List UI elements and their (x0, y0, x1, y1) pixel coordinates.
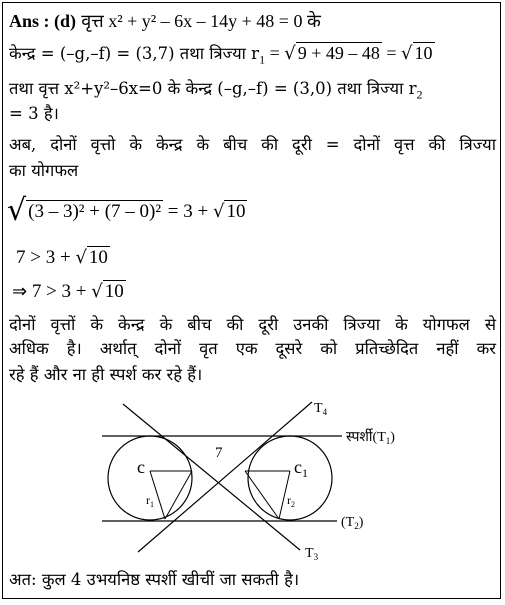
circle-1-equation: वृत्त x² + y² – 6x – 14y + 48 = 0 के (81, 11, 321, 31)
label-center-c: c (137, 457, 145, 477)
label-t2: $(T_2)$ (341, 515, 364, 531)
conclusion-text: अत: कुल 4 उभयनिष्ठ स्पर्शी खीचीं जा सकती है। (9, 570, 300, 589)
distance-radicand: (3 – 3)² + (7 – 0)² (28, 201, 162, 222)
tangent-t3-line (123, 404, 300, 550)
circle-2-text: तथा वृत्त x²+y²–6x=0 के केन्द्र (–g,–f) = (3,0) तथा त्रिज्या r (9, 79, 417, 98)
inequality-lhs: 7 > 3 + (16, 247, 76, 268)
radius-r2-tangent (245, 471, 279, 519)
circle-c1 (248, 436, 332, 520)
equals-sign: = (265, 43, 285, 63)
sum-word: का योगफल (9, 161, 79, 180)
distance-statement: अब, दोनों वृत्तो के केन्द्र के बीच की दूरी = दोनों वृत्त की त्रिज्या (9, 135, 496, 154)
radical-sign: √ (212, 201, 225, 222)
r2-subscript: 2 (416, 87, 423, 102)
answer-label: Ans : (d) (9, 11, 77, 31)
implies-arrow: ⇒ (12, 281, 28, 302)
radius-r1 (150, 471, 165, 519)
radius-2-value: = 3 है। (9, 104, 59, 123)
radical-sign: √ (91, 281, 103, 302)
tangent-t4-line (138, 402, 312, 552)
sqrt-ten: 10 (104, 281, 124, 302)
label-distance-seven: 7 (215, 445, 223, 461)
label-r1: $r_1$ (146, 493, 154, 509)
radicand-2: 10 (414, 43, 433, 63)
conclusion-line (9, 569, 299, 591)
sqrt-ten: 10 (226, 201, 246, 222)
inequality-lhs: 7 > 3 + (27, 281, 92, 302)
para-text: अधिक है। अर्थात् दोनों वृत एक दूसरे को प्रतिच्छेदित नहीं कर (9, 339, 496, 358)
label-r2: $r_2$ (287, 493, 295, 509)
radicand-1: 9 + 49 – 48 (297, 43, 380, 63)
label-t4: $T_4$ (314, 401, 328, 417)
label-center-c1: $c_1$ (294, 457, 308, 480)
distance-rhs: = 3 + (163, 201, 213, 222)
equals-sign: = (381, 43, 402, 63)
sqrt-ten: 10 (88, 247, 108, 268)
radical-sign: √ (401, 43, 413, 64)
radical-sign: √ (7, 193, 27, 228)
label-tangent-t1: $स्पर्शी(T_1)$ (346, 430, 395, 446)
para-text: रहे हैं और ना ही स्पर्श कर रहे हैं। (9, 365, 203, 384)
center-radius-1-text: केन्द्र = (–g,–f) = (3,7) तथा त्रिज्या r (9, 44, 260, 63)
r1-subscript: 1 (259, 52, 266, 67)
radical-sign: √ (284, 43, 296, 64)
para-text: दोनों वृत्तों के केन्द्र के बीच की दूरी उनकी त्रिज्या के योगफल से (9, 315, 496, 334)
label-t3: $T_3$ (305, 546, 319, 562)
radical-sign: √ (75, 247, 87, 268)
